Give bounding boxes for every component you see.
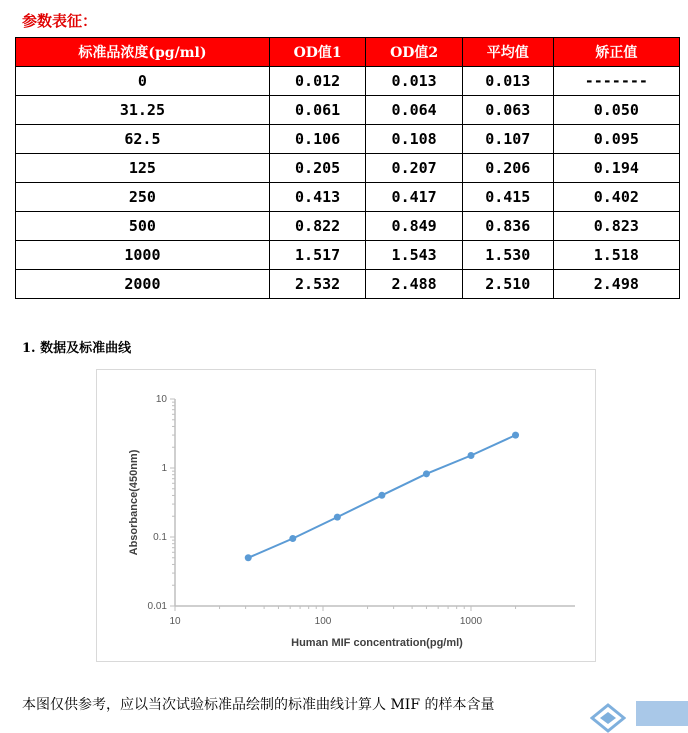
cell-corrected: 0.402 [553,183,679,212]
cell-od1: 0.012 [269,67,366,96]
header-concentration: 标准品浓度(pg/ml) [16,38,270,67]
cell-average: 1.530 [462,241,553,270]
cell-concentration: 1000 [16,241,270,270]
y-tick-label: 0.01 [147,601,167,612]
cell-od1: 0.205 [269,154,366,183]
cell-od1: 0.061 [269,96,366,125]
cell-concentration: 250 [16,183,270,212]
cell-concentration: 125 [16,154,270,183]
table-row [16,96,680,125]
cell-corrected: 0.823 [553,212,679,241]
chart-series [245,432,519,562]
x-tick-label: 100 [314,616,332,627]
table-header-row [16,38,680,67]
header-od2: OD值2 [366,38,463,67]
cell-od2: 0.417 [366,183,463,212]
cell-od2: 2.488 [366,270,463,299]
cell-od2: 0.013 [366,67,463,96]
y-tick-label: 10 [155,394,167,405]
cell-concentration: 500 [16,212,270,241]
section-title: 参数表征： [22,12,98,30]
header-od1: OD值1 [269,38,366,67]
cell-od1: 0.413 [269,183,366,212]
header-corrected: 矫正值 [553,38,679,67]
standard-curve-chart [96,369,596,662]
data-point [378,492,385,499]
cell-average: 0.107 [462,125,553,154]
sub-heading: 1. 数据及标准曲线 [22,341,132,356]
x-axis-label: Human MIF concentration(pg/ml) [291,637,463,649]
chart-axes [148,394,575,627]
table-row [16,67,680,96]
y-tick-label: 1 [161,463,167,474]
data-point [289,535,296,542]
cell-average: 0.013 [462,67,553,96]
cell-od2: 0.849 [366,212,463,241]
parameter-table [15,37,680,299]
cell-corrected: ------- [553,67,679,96]
y-tick-label: 0.1 [153,532,167,543]
y-axis-label: Absorbance(450nm) [128,449,140,556]
table-row [16,241,680,270]
cell-average: 0.206 [462,154,553,183]
data-point [245,554,252,561]
data-point [334,514,341,521]
cell-corrected: 0.194 [553,154,679,183]
x-tick-label: 1000 [459,616,483,627]
cell-od1: 1.517 [269,241,366,270]
table-row [16,125,680,154]
reference-note: 本图仅供参考，应以当次试验标准品绘制的标准曲线计算人 MIF 的样本含量 [22,697,495,713]
cell-average: 0.063 [462,96,553,125]
cell-corrected: 2.498 [553,270,679,299]
cell-corrected: 0.050 [553,96,679,125]
data-point [468,452,475,459]
cell-od2: 0.108 [366,125,463,154]
cell-od1: 2.532 [269,270,366,299]
cell-concentration: 31.25 [16,96,270,125]
table-row [16,270,680,299]
cell-average: 0.415 [462,183,553,212]
x-tick-label: 10 [169,616,181,627]
decorative-corner-block [636,701,688,726]
table-row [16,212,680,241]
diamond-logo-icon [590,703,626,733]
table-row [16,183,680,212]
cell-average: 0.836 [462,212,553,241]
cell-concentration: 2000 [16,270,270,299]
cell-concentration: 0 [16,67,270,96]
cell-corrected: 0.095 [553,125,679,154]
cell-od1: 0.822 [269,212,366,241]
cell-average: 2.510 [462,270,553,299]
data-point [423,470,430,477]
cell-concentration: 62.5 [16,125,270,154]
cell-od2: 1.543 [366,241,463,270]
data-point [512,432,519,439]
cell-corrected: 1.518 [553,241,679,270]
cell-od2: 0.207 [366,154,463,183]
cell-od2: 0.064 [366,96,463,125]
chart-svg [97,370,595,661]
header-average: 平均值 [462,38,553,67]
table-row [16,154,680,183]
cell-od1: 0.106 [269,125,366,154]
